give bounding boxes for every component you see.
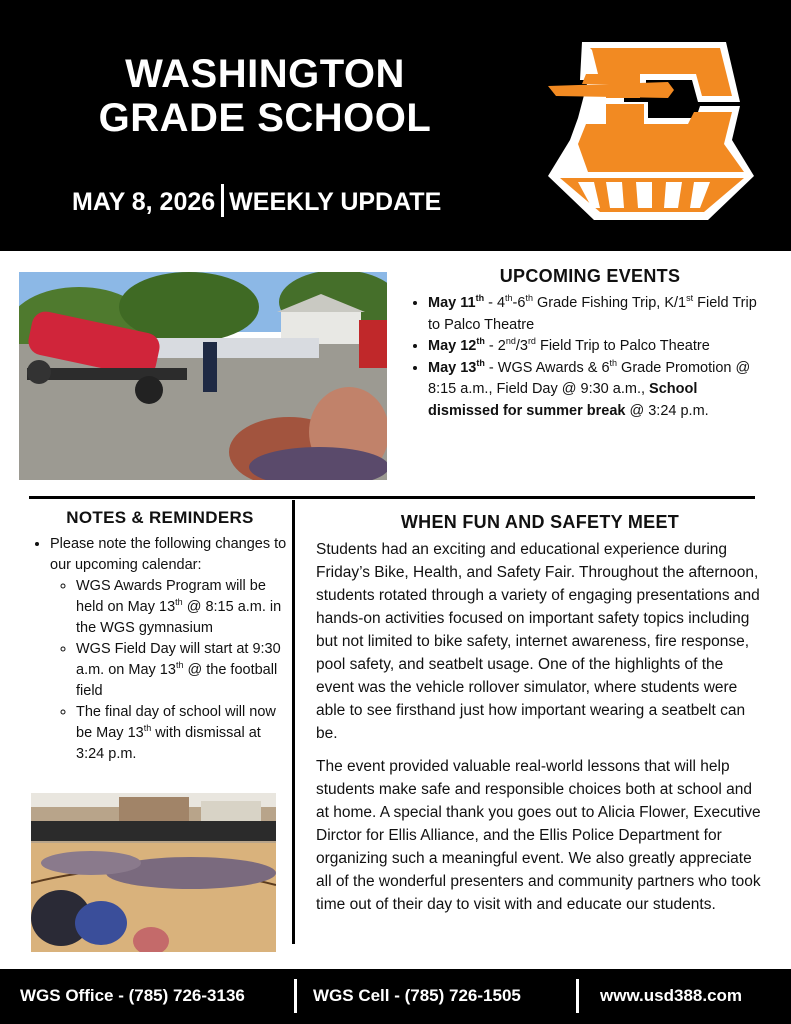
weekly-update-label: WEEKLY UPDATE (229, 188, 442, 216)
event-date-suffix: th (475, 293, 485, 304)
ordinal-suffix: th (175, 597, 183, 608)
note-text: @ 8:15 a.m. in the WGS gymnasium (76, 599, 282, 636)
upcoming-events-title: UPCOMING EVENTS (499, 266, 681, 286)
event-date-suffix: th (476, 357, 485, 368)
notes-reminders-section (32, 508, 288, 765)
events-list (410, 293, 770, 422)
event-item (428, 293, 770, 336)
article-title: WHEN FUN AND SAFETY MEET (400, 512, 680, 532)
footer-divider (576, 979, 579, 1013)
event-date: May 12 (428, 338, 477, 354)
orange-letter-e-logo-icon (548, 40, 754, 220)
upcoming-events-section (410, 266, 770, 422)
ordinal-suffix: th (505, 293, 513, 304)
header-banner (0, 0, 791, 251)
article-section (316, 512, 764, 926)
notes-intro: Please note the following changes to our upcoming calendar: (50, 536, 287, 573)
note-text: @ the football field (76, 662, 278, 699)
ordinal-suffix: th (143, 723, 152, 734)
footer-bar (0, 969, 791, 1024)
event-text: @ 3:24 p.m. (625, 402, 709, 419)
gymnasium-assembly-photo (31, 793, 276, 952)
notes-title: NOTES & REMINDERS (66, 508, 254, 527)
notes-subitem (76, 639, 288, 702)
event-text: -6 (512, 295, 526, 311)
section-divider (29, 496, 755, 499)
event-text: Field Trip to Palco Theatre (428, 295, 757, 333)
date-line (72, 184, 441, 219)
newsletter-date: MAY 8, 2026 (72, 188, 216, 216)
cell-phone: WGS Cell - (785) 726-1505 (313, 986, 521, 1005)
column-divider (292, 500, 295, 944)
event-text: Grade Promotion @ 8:15 a.m., Field Day @ 9:30 a.m., (428, 359, 751, 397)
event-text: - WGS Awards & 6 (484, 359, 610, 376)
ordinal-suffix: th (609, 357, 618, 368)
event-text: Field Trip to Palco Theatre (535, 338, 710, 354)
note-text: The final day of school will now be May 13 (76, 704, 276, 741)
notes-sublist (50, 576, 288, 765)
event-text: /3 (515, 338, 528, 354)
school-name-line1: WASHINGTON (125, 52, 405, 96)
event-emphasis: School dismissed for summer break (428, 381, 698, 419)
event-date: May 11 (428, 295, 476, 311)
article-paragraph-2: The event provided valuable real-world lessons that will help students make safe and responsible choices both at school and at home. A special thank you goes out to Alicia Flower, Executive Dirctor for Ellis Alliance, and the Ellis Police Department for organizing such a meaningful event. We also greatly appreciate all of the wonderful presenters and community partners who took time out of their day to visit with and educate our students. (316, 758, 761, 913)
event-item (428, 358, 770, 423)
note-text: WGS Field Day will start at 9:30 a.m. on May 13 (76, 641, 281, 678)
ordinal-suffix: th (525, 293, 533, 304)
rollover-simulator-photo (19, 272, 387, 480)
school-name-line2: GRADE SCHOOL (98, 96, 432, 140)
ordinal-suffix: st (686, 293, 694, 304)
website-link[interactable]: www.usd388.com (600, 986, 743, 1005)
school-name (40, 52, 490, 140)
event-date-suffix: th (476, 336, 485, 347)
footer-divider (294, 979, 297, 1013)
article-paragraph-1: Students had an exciting and educational experience during Friday’s Bike, Health, and Safety Fair. Throughout the afternoon, students rotated through a variety of engaging presentations and hands-on activities focused on important safety topics including but not limited to bike safety, internet awareness, fire response, pool safety, and seatbelt usage. One of the highlights of the event was the vehicle rollover simulator, where students were able to see firsthand just how important wearing a seatbelt can be. (316, 541, 760, 742)
office-phone: WGS Office - (785) 726-3136 (20, 986, 245, 1005)
divider (221, 184, 224, 217)
event-date: May 13 (428, 359, 477, 376)
ordinal-suffix: nd (505, 336, 516, 347)
notes-subitem (76, 702, 288, 765)
ordinal-suffix: th (175, 660, 184, 671)
note-text: with dismissal at 3:24 p.m. (76, 725, 261, 762)
notes-item (50, 534, 288, 765)
note-text: WGS Awards Program will be held on May 13 (76, 578, 266, 615)
ordinal-suffix: rd (527, 336, 536, 347)
event-text: - 2 (484, 338, 506, 354)
event-text: - 4 (484, 295, 506, 311)
event-text: Grade Fishing Trip, K/1 (532, 295, 687, 311)
event-item (428, 336, 770, 358)
notes-subitem (76, 576, 288, 639)
notes-list (32, 534, 288, 765)
